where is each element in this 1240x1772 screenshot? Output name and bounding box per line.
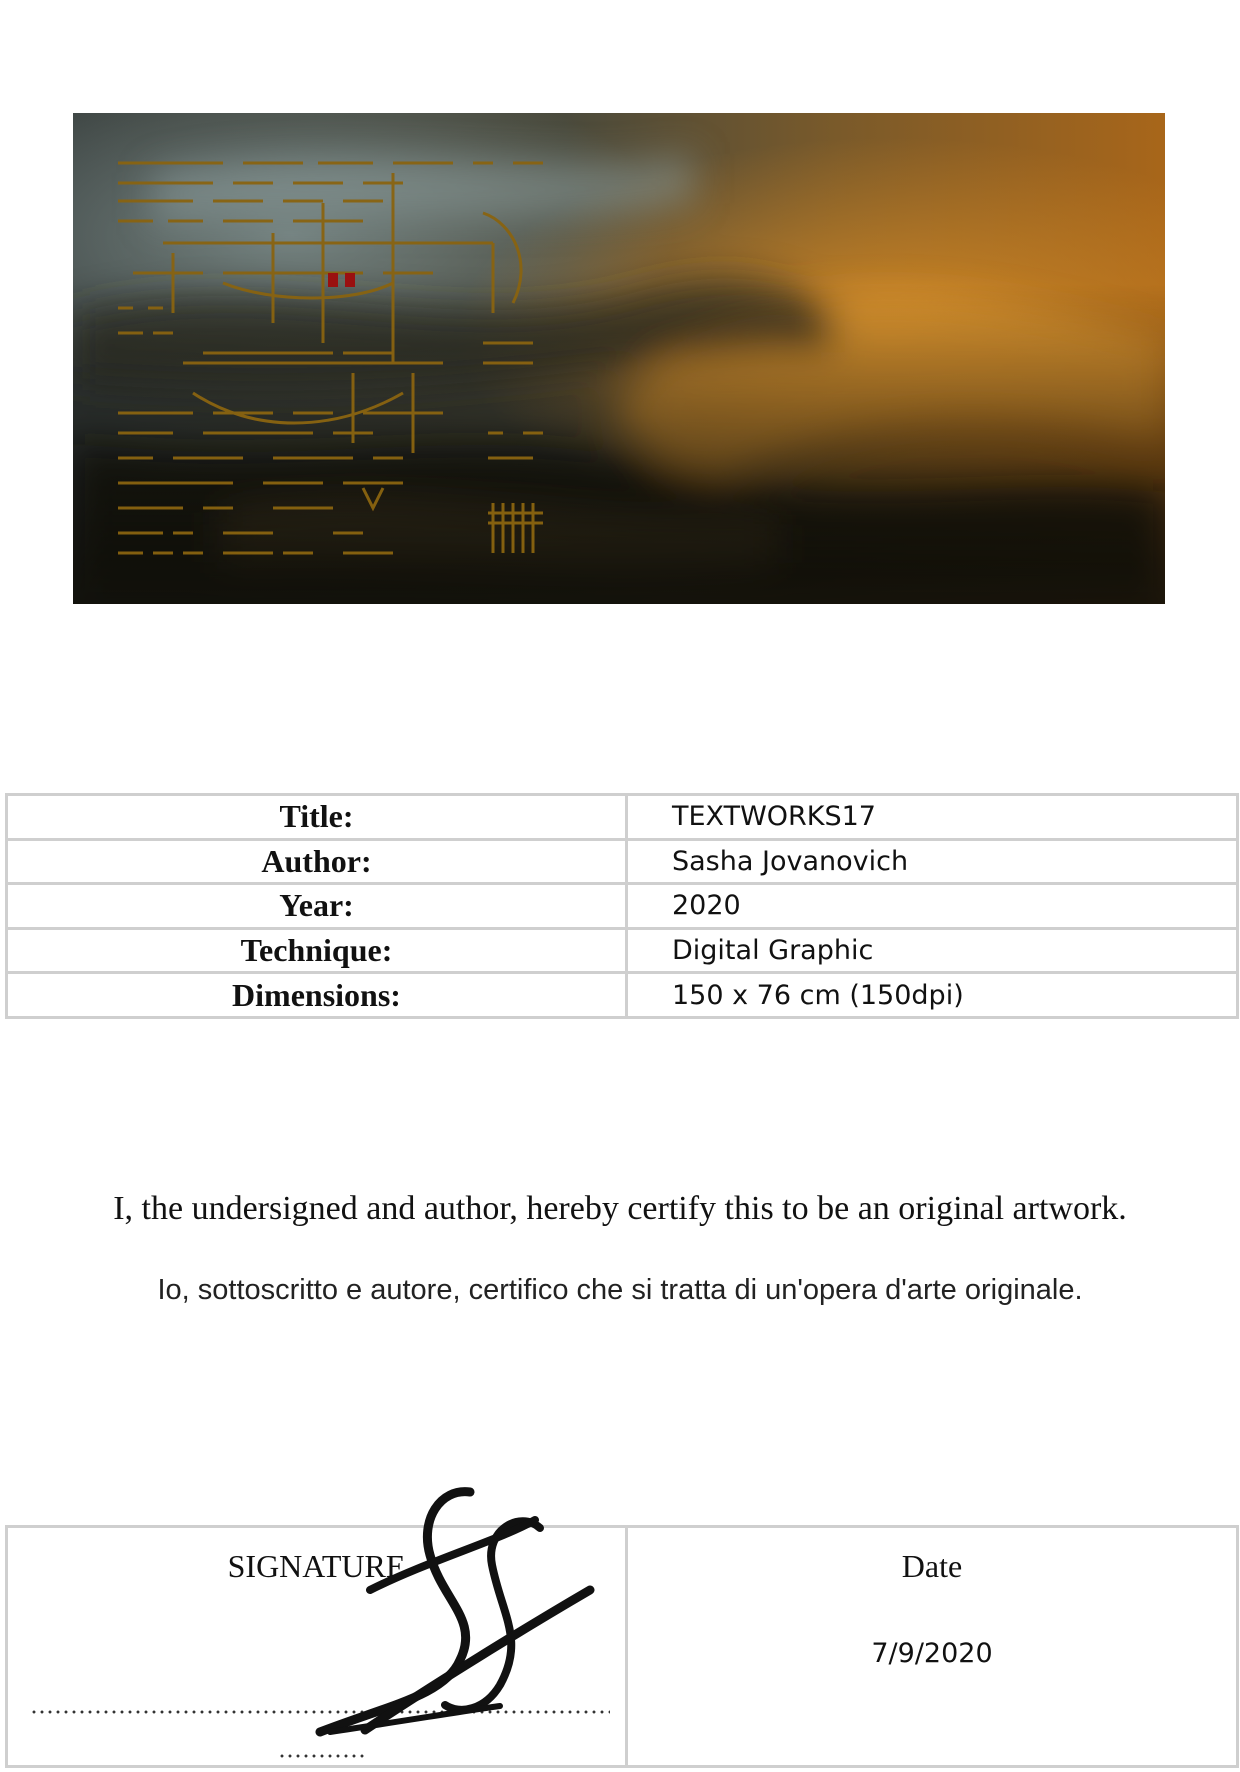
- date-cell: [627, 1527, 1238, 1767]
- table-row: [7, 973, 1238, 1018]
- author-label: Author:: [7, 839, 627, 884]
- title-value: TEXTWORKS17: [627, 795, 1238, 840]
- dimensions-label: Dimensions:: [7, 973, 627, 1018]
- table-row: [7, 884, 1238, 929]
- date-label: Date: [901, 1548, 963, 1584]
- signature-table: [5, 1525, 1239, 1768]
- signature-label: SIGNATURE: [227, 1548, 406, 1584]
- technique-value: Digital Graphic: [627, 928, 1238, 973]
- table-row: [7, 795, 1238, 840]
- handwritten-signature: [270, 1480, 610, 1740]
- certification-english: I, the undersigned and author, hereby certify this to be an original artwork.: [113, 1190, 1127, 1227]
- artwork-graphic: [73, 113, 1165, 604]
- signature-dotted-line-short: [278, 1754, 364, 1758]
- year-value: 2020: [627, 884, 1238, 929]
- year-label: Year:: [7, 884, 627, 929]
- certification-italian: Io, sottoscritto e autore, certifico che si tratta di un'opera d'arte originale.: [157, 1274, 1083, 1306]
- artwork-image: [73, 113, 1165, 604]
- artwork-info-table: [5, 793, 1239, 1019]
- author-value: Sasha Jovanovich: [627, 839, 1238, 884]
- dimensions-value: 150 x 76 cm (150dpi): [627, 973, 1238, 1018]
- date-value: 7/9/2020: [871, 1638, 993, 1669]
- table-row: [7, 839, 1238, 884]
- table-row: [7, 928, 1238, 973]
- title-label: Title:: [7, 795, 627, 840]
- technique-label: Technique:: [7, 928, 627, 973]
- table-row: [7, 1527, 1238, 1767]
